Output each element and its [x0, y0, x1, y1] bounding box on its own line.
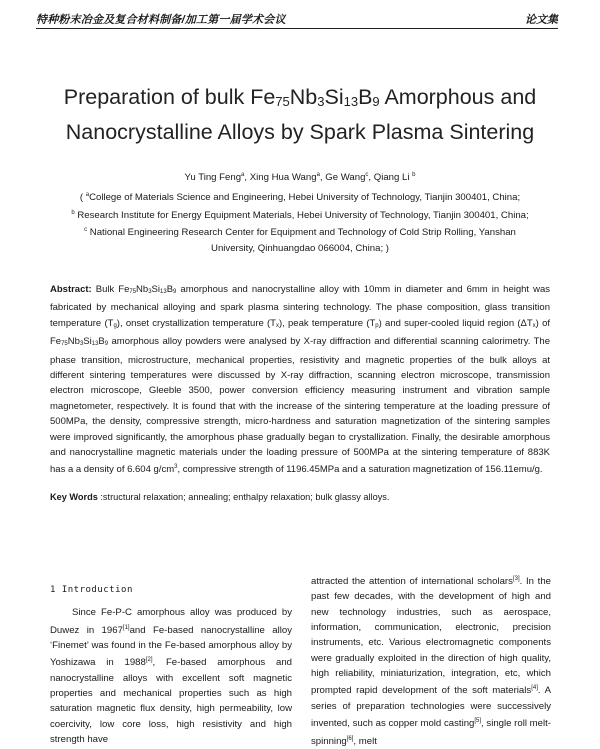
header-rule [36, 28, 558, 29]
keywords-label: Key Words [50, 492, 98, 502]
affiliation-c: $^c$ National Engineering Research Center for Equipment and Technology of Cold Strip Rolling, Yanshan [84, 227, 516, 239]
affiliation-b: $^b$ Research Institute for Energy Equipment Materials, Hebei University of Technology, Tianjin 300401, China; [71, 209, 529, 221]
affiliation-c-cont: University, Qinhuangdao 066004, China; ) [211, 243, 389, 255]
affiliations [60, 188, 540, 257]
title-line-1: Preparation of bulk $Fe_{75}Nb_3Si_{13}B_9$ Amorphous and [63, 85, 537, 109]
keywords: Key Words :structural relaxation; annealing; enthalpy relaxation; bulk glassy alloys. [50, 492, 390, 502]
header-conference-name: 特种粉末冶金及复合材料制备/加工第一届学术会议 [36, 14, 286, 26]
section-heading-introduction: 1 Introduction [50, 585, 133, 595]
author-list: Yu Ting Feng$^a$, Xing Hua Wang$^a$, Ge Wang$^c$, Qiang Li $^b$ [184, 172, 416, 184]
affiliation-a: ( $^a$College of Materials Science and Engineering, Hebei University of Technology, Tianjin 300401, China; [79, 192, 521, 204]
intro-paragraph-1: Since Fe-P-C amorphous alloy was produced by Duwez in 1967[1]and Fe-based nanocrystalline alloy ‘Finemet’ was found in the Fe-based amorphous alloy by Yoshizawa in 1988[2], Fe-based amorphous and nanocrystalline alloys with excellent soft magnetic properties and mechanical properties such as high saturation magnetic flux density, high permeability, low coercivity, low core loss, high resistivity and high strength have [50, 607, 292, 746]
running-header [36, 11, 558, 29]
title-line-2: Nanocrystalline Alloys by Spark Plasma Sintering [65, 120, 535, 144]
header-proceedings-label: 论文集 [525, 14, 558, 26]
left-column [50, 583, 292, 747]
abstract-label: Abstract: [50, 284, 92, 295]
paper-title [30, 82, 570, 148]
abstract: Abstract: Bulk $Fe_{75}Nb_3Si_{13}B_9$ amorphous and nanocrystalline alloy with 10mm in diameter and 6mm in height was fabricated by mechanical alloying and spark plasma sintering technology. The phase composition, glass transition temperature $(T_g)$, onset crystallization temperature $(T_x)$, peak temperature $(T_p)$ and super-cooled liquid region $(\Delta T_x)$ of $Fe_{75}Nb_3Si_{13}B_9$ amorphous alloy powders were analysed by X-ray diffraction and differential scanning calorimetry. The phase transition, microstructure, mechanical properties, resistivity and magnetic properties of the bulk alloys at different sintering temperatures were discussed by X-ray diffraction, scanning electron microscope, transmission electron microscope, Gleeble 3500, power conversion efficiency measuring instrument and vibration sample magnetometer, respectively. It is found that with the increase of the sintering temperature at the loading pressure of 500MPa, the density, compressive strength, micro-hardness and saturation magnetization of the sintering samples were improved significantly, the amorphous phase gradually began to crystallization. Finally, the desirable amorphous and nanocrystalline magnetic materials under the loading pressure of 500MPa at the sintering temperature of 883K has a a density of 6.604 $g/cm^3$, compressive strength of 1196.45MPa and a saturation magnetization of 156.11emu/g. [50, 284, 550, 476]
intro-paragraph-1-cont: attracted the attention of international scholars[3]. In the past few decades, with the development of high and new technology industries, such as aerospace, information, communication, electronic, precision instruments, etc. Various electromagnetic components were gradually exploited in the direction of high quality, high reliability, miniaturization, integration, etc, which prompted rapid development of the soft materials[4]. A series of preparation technologies were successively invented, such as copper mold casting[5], single roll melt-spinning[6], melt [311, 576, 552, 747]
right-column [311, 572, 551, 749]
